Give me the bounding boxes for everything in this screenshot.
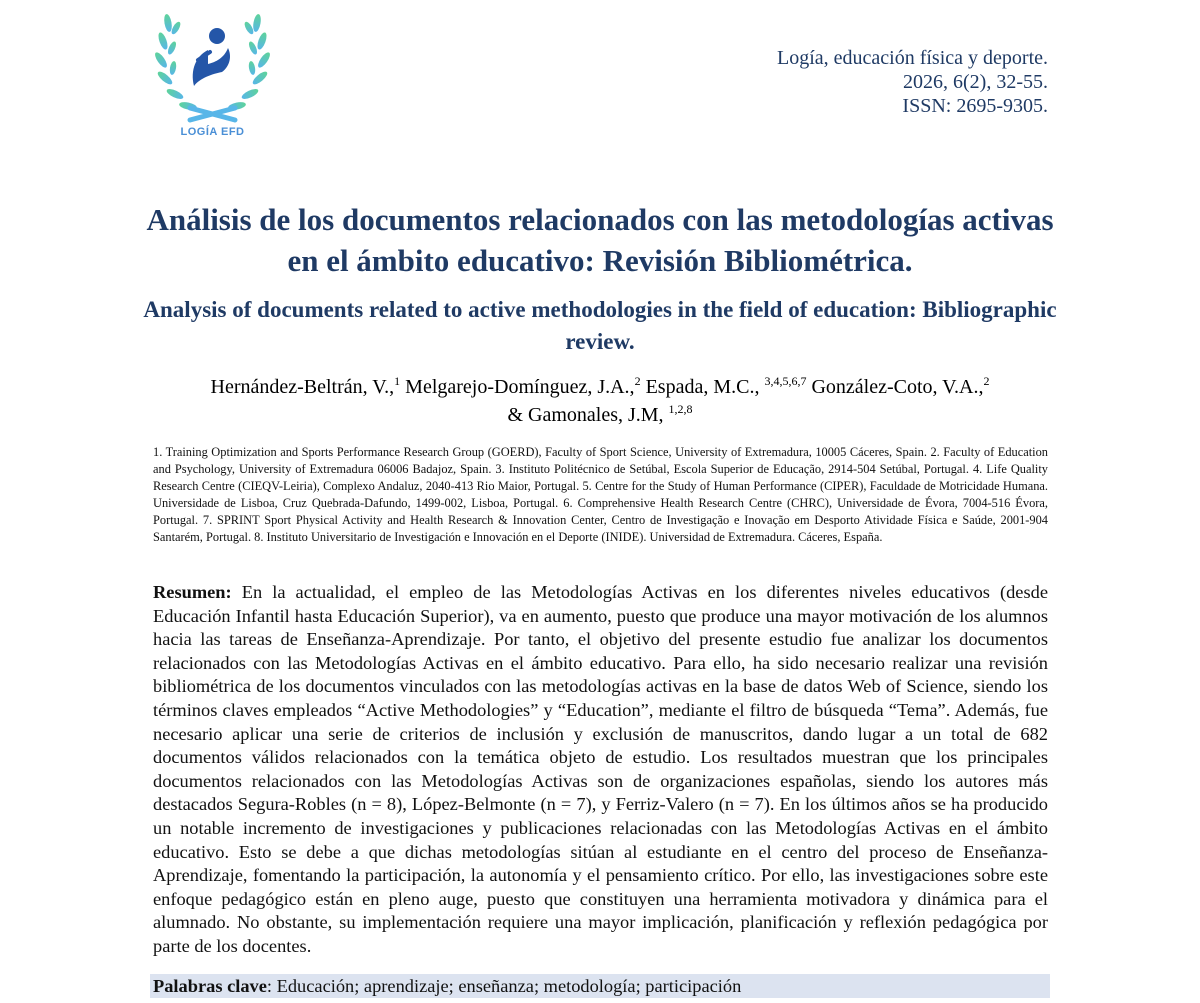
- author-affiliation-ref: 2: [634, 374, 641, 388]
- journal-issue: 2026, 6(2), 32-55.: [903, 71, 1048, 93]
- author-name: Espada, M.C.,: [645, 376, 760, 398]
- journal-issn: ISSN: 2695-9305.: [902, 95, 1048, 117]
- title-spanish: Análisis de los documentos relacionados con las metodologías activas en el ámbito educativo: Revisión Bibliométrica.: [146, 202, 1054, 278]
- journal-name: Logía, educación física y deporte.: [777, 47, 1048, 69]
- title-english: Analysis of documents related to active methodologies in the field of education: Bibliographic review.: [143, 297, 1057, 354]
- logo-text: LOGÍA EFD: [180, 126, 245, 138]
- author-name: & Gamonales, J.M,: [507, 404, 664, 426]
- affiliations: 1. Training Optimization and Sports Performance Research Group (GOERD), Faculty of Sport Science, University of Extremadura, 10005 Cáceres, Spain. 2. Faculty of Education and Psychology, University of Extremadura 06006 Badajoz, Spain. 3. Instituto Politécnico de Setúbal, Escola Superior de Educação, 2914-504 Setúbal, Portugal. 4. Life Quality Research Centre (CIEQV-Leiria), Complexo Andaluz, 2040-413 Rio Maior, Portugal. 5. Centre for the Study of Human Performance (CIPER), Faculdade de Motricidade Humana. Universidade de Lisboa, Cruz Quebrada-Dafundo, 1499-002, Lisboa, Portugal. 6. Comprehensive Health Research Centre (CHRC), Universidade de Évora, 7004-516 Évora, Portugal. 7. SPRINT Sport Physical Activity and Health Research & Innovation Center, Centro de Investigação e Inovação em Desporto Atividade Física e Saúde, 2001-904 Santarém, Portugal. 8. Instituto Universitario de Investigación e Innovación en el Deporte (INIDE). Universidad de Extremadura. Cáceres, España.: [153, 445, 1048, 544]
- journal-info: [777, 46, 1048, 118]
- keywords-text: : Educación; aprendizaje; enseñanza; metodología; participación: [266, 976, 742, 996]
- author-name: Melgarejo-Domínguez, J.A.,: [405, 376, 635, 398]
- keywords-label: Palabras clave: [153, 976, 267, 996]
- author-affiliation-ref: 2: [983, 374, 990, 388]
- abstract: [153, 581, 1048, 959]
- journal-logo: [150, 8, 275, 143]
- author-affiliation-ref: 1,2,8: [668, 402, 693, 416]
- abstract-label: Resumen:: [153, 582, 232, 602]
- abstract-text: En la actualidad, el empleo de las Metodologías Activas en los diferentes niveles educativos (desde Educación Infantil hasta Educación Superior), va en aumento, puesto que produce una mayor motivación de los alumnos hacia las tareas de Enseñanza-Aprendizaje. Por tanto, el objetivo del presente estudio fue analizar los documentos relacionados con las Metodologías Activas en el ámbito educativo. Para ello, ha sido necesario realizar una revisión bibliométrica de los documentos vinculados con las metodologías activas en la base de datos Web of Science, siendo los términos claves empleados “Active Methodologies” y “Education”, mediante el filtro de búsqueda “Tema”. Además, fue necesario aplicar una serie de criterios de inclusión y exclusión de manuscritos, dando lugar a un total de 682 documentos válidos relacionados con la temática objeto de estudio. Los resultados muestran que los principales documentos relacionados con las Metodologías Activas son de organizaciones españolas, siendo los autores más destacados Segura-Robles (n = 8), López-Belmonte (n = 7), y Ferriz-Valero (n = 7). En los últimos años se ha producido un notable incremento de investigaciones y publicaciones relacionadas con las Metodologías Activas en el ámbito educativo. Esto se debe a que dichas metodologías sitúan al estudiante en el centro del proceso de Enseñanza-Aprendizaje, fomentando la participación, la autonomía y el pensamiento crítico. Por ello, las investigaciones sobre este enfoque pedagógico están en pleno auge, puesto que constituyen una herramienta motivadora y dinámica para el alumnado. No obstante, su implementación requiere una mayor implicación, planificación y reflexión pedagógica por parte de los docentes.: [153, 582, 1048, 956]
- author-name: González-Coto, V.A.,: [811, 376, 984, 398]
- author-name: Hernández-Beltrán, V.,: [210, 376, 395, 398]
- keywords-bar: [150, 974, 1050, 998]
- author-affiliation-ref: 3,4,5,6,7: [764, 374, 807, 388]
- author-affiliation-ref: 1: [394, 374, 401, 388]
- author-list: [130, 373, 1070, 429]
